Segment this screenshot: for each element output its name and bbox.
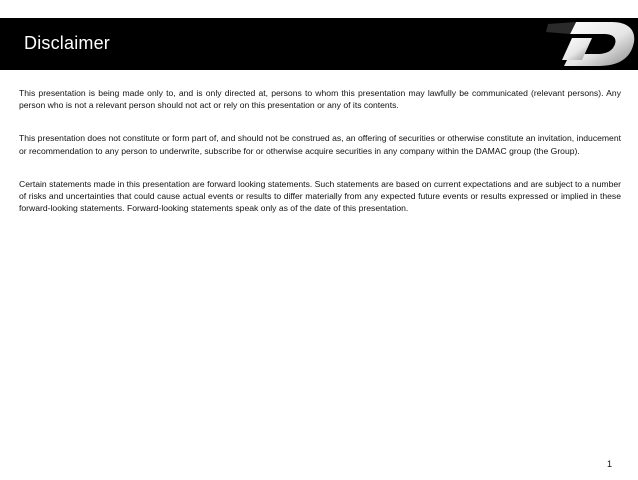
disclaimer-paragraph-no-offering: This presentation does not constitute or form part of, and should not be construed as, an offering of securities or otherwise constitute an invitation, inducement or recommendation to any person to underwrite, subscribe for or otherwise acquire securities in any company within the DAMAC group (the Group). — [19, 133, 621, 156]
page-number: 1 — [606, 459, 612, 469]
disclaimer-body — [19, 87, 621, 235]
damac-d-logo-icon — [542, 18, 638, 70]
slide-title: Disclaimer — [24, 33, 111, 53]
disclaimer-paragraph-forward-looking: Certain statements made in this presentation are forward looking statements. Such statements are based on current expectations and are subject to a number of risks and uncertainties that could cause actual events or results to differ materially from any expected future events or results expressed or implied in these forward-looking statements. Forward-looking statements speak only as of the date of this presentation. — [19, 178, 621, 214]
disclaimer-paragraph-relevant-persons: This presentation is being made only to, and is only directed at, persons to whom this presentation may lawfully be communicated (relevant persons). Any person who is not a relevant person should not act or rely on this presentation or any of its contents. — [19, 88, 621, 111]
header-bar — [0, 18, 638, 70]
